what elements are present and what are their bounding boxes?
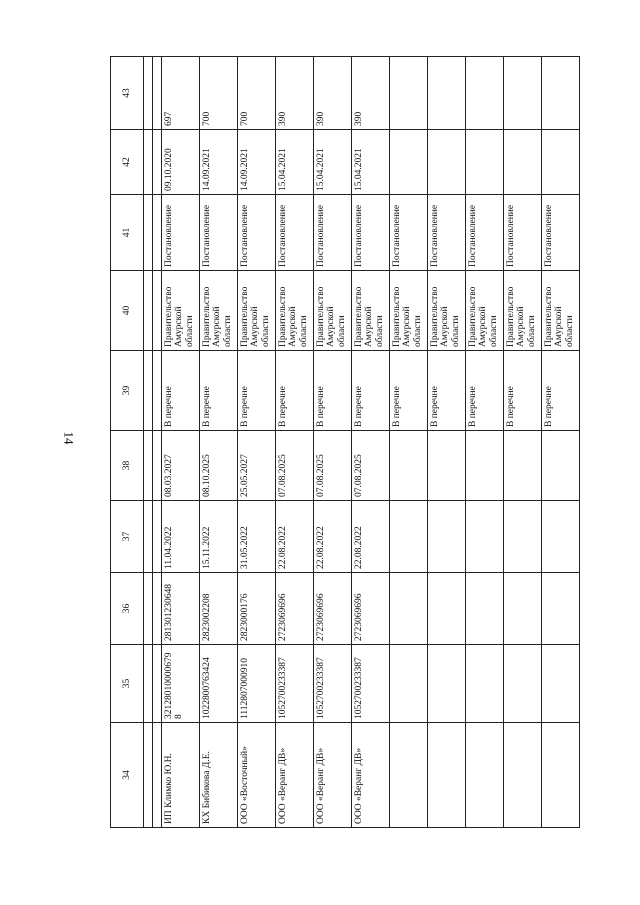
- table-cell: [466, 723, 504, 828]
- empty-cell: [144, 351, 153, 431]
- table-cell: [390, 573, 428, 645]
- table-cell: [504, 645, 542, 723]
- table-row: [390, 57, 428, 828]
- table-cell: [466, 573, 504, 645]
- table-cell: 25.05.2027: [238, 431, 276, 501]
- table-cell: [390, 645, 428, 723]
- table-row: [504, 57, 542, 828]
- empty-cell: [144, 645, 153, 723]
- table-row: [542, 57, 580, 828]
- table-cell: Правительство Амурской области: [428, 271, 466, 351]
- table-cell: [542, 130, 580, 195]
- table-cell: Правительство Амурской области: [276, 271, 314, 351]
- header-cell: 36: [111, 573, 144, 645]
- table-cell: В перечне: [504, 351, 542, 431]
- table-row: [276, 57, 314, 828]
- table-cell: 1052700233387: [314, 645, 352, 723]
- table-cell: 31.05.2022: [238, 501, 276, 573]
- table-cell: 697: [162, 57, 200, 130]
- spacer-row: [144, 57, 153, 828]
- table-cell: 22.08.2022: [314, 501, 352, 573]
- table-cell: 700: [200, 57, 238, 130]
- table-cell: [504, 431, 542, 501]
- table-cell: В перечне: [428, 351, 466, 431]
- table-cell: 15.04.2021: [276, 130, 314, 195]
- table-cell: [466, 57, 504, 130]
- table-cell: 700: [238, 57, 276, 130]
- table-cell: 321280100006798: [162, 645, 200, 723]
- table-cell: [504, 57, 542, 130]
- table-cell: Постановление: [466, 195, 504, 271]
- table-cell: 2823002208: [200, 573, 238, 645]
- empty-cell: [144, 501, 153, 573]
- table-cell: Постановление: [276, 195, 314, 271]
- table-cell: ООО «Веранг ДВ»: [276, 723, 314, 828]
- table-cell: 22.08.2022: [352, 501, 390, 573]
- table-row: [238, 57, 276, 828]
- table-row: [314, 57, 352, 828]
- table-cell: В перечне: [238, 351, 276, 431]
- table-cell: 08.03.2027: [162, 431, 200, 501]
- table-cell: 2723069696: [314, 573, 352, 645]
- table-cell: [428, 130, 466, 195]
- table-cell: 2823000176: [238, 573, 276, 645]
- table-cell: [428, 501, 466, 573]
- table-cell: Правительство Амурской области: [238, 271, 276, 351]
- empty-cell: [153, 130, 162, 195]
- empty-cell: [144, 57, 153, 130]
- table-cell: Постановление: [162, 195, 200, 271]
- table-cell: 281301230648: [162, 573, 200, 645]
- table-cell: [390, 501, 428, 573]
- table-cell: [504, 723, 542, 828]
- table-cell: [542, 645, 580, 723]
- table-row: [352, 57, 390, 828]
- table-cell: В перечне: [390, 351, 428, 431]
- table-row: [466, 57, 504, 828]
- empty-cell: [153, 195, 162, 271]
- table-cell: Правительство Амурской области: [162, 271, 200, 351]
- empty-cell: [153, 723, 162, 828]
- rotated-table-container: [110, 57, 575, 828]
- table-cell: ИП Климко Ю.Н.: [162, 723, 200, 828]
- table-cell: 07.08.2025: [276, 431, 314, 501]
- table-cell: [542, 57, 580, 130]
- table-cell: [466, 431, 504, 501]
- table-cell: Постановление: [504, 195, 542, 271]
- header-cell: 35: [111, 645, 144, 723]
- table-cell: В перечне: [276, 351, 314, 431]
- table-cell: [390, 130, 428, 195]
- table-cell: [504, 130, 542, 195]
- empty-cell: [144, 271, 153, 351]
- table-cell: Правительство Амурской области: [314, 271, 352, 351]
- empty-cell: [153, 431, 162, 501]
- table-cell: [428, 645, 466, 723]
- empty-cell: [144, 573, 153, 645]
- empty-cell: [144, 195, 153, 271]
- empty-cell: [153, 501, 162, 573]
- table-cell: [428, 431, 466, 501]
- empty-cell: [144, 431, 153, 501]
- table-cell: 1052700233387: [276, 645, 314, 723]
- table-cell: КХ Бибикова Д.Е.: [200, 723, 238, 828]
- table-cell: ООО «Веранг ДВ»: [352, 723, 390, 828]
- table-cell: [428, 57, 466, 130]
- header-cell: 38: [111, 431, 144, 501]
- table-cell: В перечне: [162, 351, 200, 431]
- table-row: [428, 57, 466, 828]
- table-cell: 08.10.2025: [200, 431, 238, 501]
- table-cell: Постановление: [390, 195, 428, 271]
- table-cell: Правительство Амурской области: [542, 271, 580, 351]
- empty-cell: [153, 351, 162, 431]
- table-cell: 15.11.2022: [200, 501, 238, 573]
- table-cell: [466, 130, 504, 195]
- table-cell: 15.04.2021: [314, 130, 352, 195]
- table-cell: 11.04.2022: [162, 501, 200, 573]
- empty-cell: [153, 271, 162, 351]
- table-cell: 1052700233387: [352, 645, 390, 723]
- page-number: 14: [61, 431, 77, 445]
- table-cell: [390, 723, 428, 828]
- table-cell: 390: [314, 57, 352, 130]
- table-cell: 1022800763424: [200, 645, 238, 723]
- table-cell: [504, 573, 542, 645]
- table-cell: [504, 501, 542, 573]
- table-cell: 390: [352, 57, 390, 130]
- table-cell: [542, 723, 580, 828]
- table-cell: Правительство Амурской области: [504, 271, 542, 351]
- table-cell: Постановление: [314, 195, 352, 271]
- table-cell: 2723069696: [352, 573, 390, 645]
- table-cell: 07.08.2025: [314, 431, 352, 501]
- table-cell: Постановление: [542, 195, 580, 271]
- table-cell: [542, 501, 580, 573]
- table-cell: [542, 573, 580, 645]
- table-cell: Постановление: [352, 195, 390, 271]
- empty-cell: [144, 723, 153, 828]
- table-cell: 15.04.2021: [352, 130, 390, 195]
- table-cell: 07.08.2025: [352, 431, 390, 501]
- table-cell: ООО «Веранг ДВ»: [314, 723, 352, 828]
- table-cell: [466, 645, 504, 723]
- empty-cell: [153, 57, 162, 130]
- spacer-row: [153, 57, 162, 828]
- table-cell: Постановление: [238, 195, 276, 271]
- table-cell: 09.10.2020: [162, 130, 200, 195]
- header-cell: 40: [111, 271, 144, 351]
- table-cell: [542, 431, 580, 501]
- table-row: [162, 57, 200, 828]
- table-cell: В перечне: [542, 351, 580, 431]
- table-cell: [428, 723, 466, 828]
- table-cell: В перечне: [314, 351, 352, 431]
- table-cell: В перечне: [466, 351, 504, 431]
- header-row: [111, 57, 144, 828]
- table-cell: 390: [276, 57, 314, 130]
- table-cell: В перечне: [200, 351, 238, 431]
- header-cell: 42: [111, 130, 144, 195]
- table-cell: Постановление: [428, 195, 466, 271]
- header-cell: 43: [111, 57, 144, 130]
- empty-cell: [153, 573, 162, 645]
- table-cell: 14.09.2021: [200, 130, 238, 195]
- header-cell: 34: [111, 723, 144, 828]
- table-cell: 22.08.2022: [276, 501, 314, 573]
- data-table: [110, 56, 580, 828]
- empty-cell: [144, 130, 153, 195]
- header-cell: 39: [111, 351, 144, 431]
- header-cell: 37: [111, 501, 144, 573]
- table-cell: [428, 573, 466, 645]
- header-cell: 41: [111, 195, 144, 271]
- table-cell: [466, 501, 504, 573]
- table-cell: Постановление: [200, 195, 238, 271]
- empty-cell: [153, 645, 162, 723]
- table-cell: В перечне: [352, 351, 390, 431]
- table-cell: 14.09.2021: [238, 130, 276, 195]
- table-cell: 1112807000910: [238, 645, 276, 723]
- table-cell: Правительство Амурской области: [352, 271, 390, 351]
- table-cell: Правительство Амурской области: [200, 271, 238, 351]
- table-cell: [390, 57, 428, 130]
- table-cell: Правительство Амурской области: [390, 271, 428, 351]
- table-cell: [390, 431, 428, 501]
- table-cell: ООО «Восточный»: [238, 723, 276, 828]
- table-row: [200, 57, 238, 828]
- table-cell: 2723069696: [276, 573, 314, 645]
- table-cell: Правительство Амурской области: [466, 271, 504, 351]
